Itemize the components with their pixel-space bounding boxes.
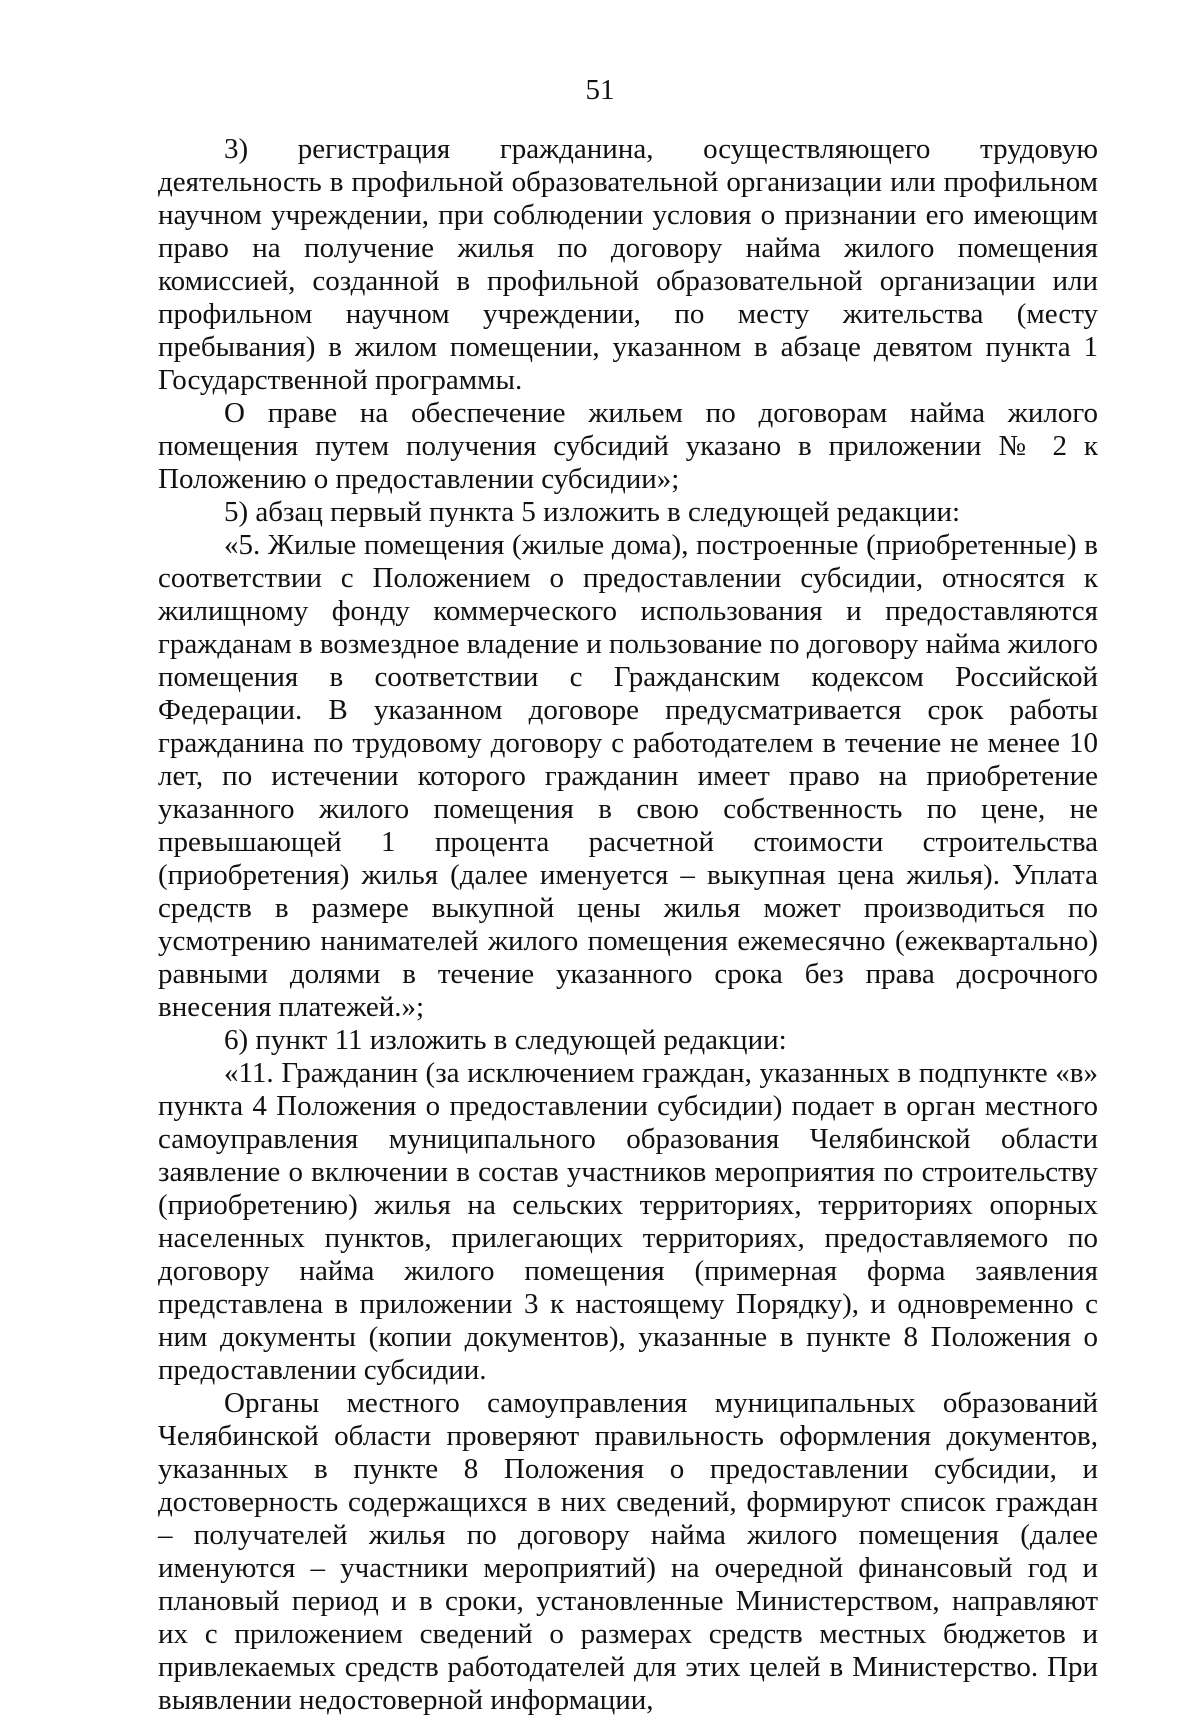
paragraph-item-6-intro: 6) пункт 11 изложить в следующей редакции: bbox=[224, 1024, 787, 1056]
paragraph-item-3: 3) регистрация гражданина, осуществляющего трудовую деятельность в профильной образовательной организации или профильном научном учреждении, при соблюдении условия о признании его имеющим право на получение жилья по договору найма жилого помещения комиссией, созданной в профильной образовательной организации или профильном научном учреждении, по месту жительства (месту пребывания) в жилом помещении, указанном в абзаце девятом пункта 1 Государственной программы. bbox=[158, 133, 1098, 396]
page-number: 51 bbox=[585, 74, 615, 106]
document-body bbox=[158, 133, 1098, 1717]
paragraph-item-5-intro: 5) абзац первый пункта 5 изложить в следующей редакции: bbox=[224, 496, 961, 528]
paragraph-clause-11: «11. Гражданин (за исключением граждан, указанных в подпункте «в» пункта 4 Положения о предоставлении субсидии) подает в орган местного самоуправления муниципального образования Челябинской области заявление о включении в состав участников мероприятия по строительству (приобретению) жилья на сельских территориях, территориях опорных населенных пунктов, прилегающих территориях, предоставляемого по договору найма жилого помещения (примерная форма заявления представлена в приложении 3 к настоящему Порядку), и одновременно с ним документы (копии документов), указанные в пункте 8 Положения о предоставлении субсидии. bbox=[158, 1057, 1098, 1386]
paragraph-local-authorities: Органы местного самоуправления муниципальных образований Челябинской области проверяют правильность оформления документов, указанных в пункте 8 Положения о предоставлении субсидии, и достоверность содержащихся в них сведений, формируют список граждан – получателей жилья по договору найма жилого помещения (далее именуются – участники мероприятий) на очередной финансовый год и плановый период и в сроки, установленные Министерством, направляют их с приложением сведений о размерах средств местных бюджетов и привлекаемых средств работодателей для этих целей в Министерство. При выявлении недостоверной информации, bbox=[158, 1387, 1098, 1716]
paragraph-right-to-housing: О праве на обеспечение жильем по договорам найма жилого помещения путем получения субсидий указано в приложении № 2 к Положению о предоставлении субсидии»; bbox=[158, 397, 1098, 495]
paragraph-clause-5: «5. Жилые помещения (жилые дома), построенные (приобретенные) в соответствии с Положением о предоставлении субсидии, относятся к жилищному фонду коммерческого использования и предоставляются гражданам в возмездное владение и пользование по договору найма жилого помещения в соответствии с Гражданским кодексом Российской Федерации. В указанном договоре предусматривается срок работы гражданина по трудовому договору с работодателем в течение не менее 10 лет, по истечении которого гражданин имеет право на приобретение указанного жилого помещения в свою собственность по цене, не превышающей 1 процента расчетной стоимости строительства (приобретения) жилья (далее именуется – выкупная цена жилья). Уплата средств в размере выкупной цены жилья может производиться по усмотрению нанимателей жилого помещения ежемесячно (ежеквартально) равными долями в течение указанного срока без права досрочного внесения платежей.»; bbox=[158, 529, 1098, 1023]
